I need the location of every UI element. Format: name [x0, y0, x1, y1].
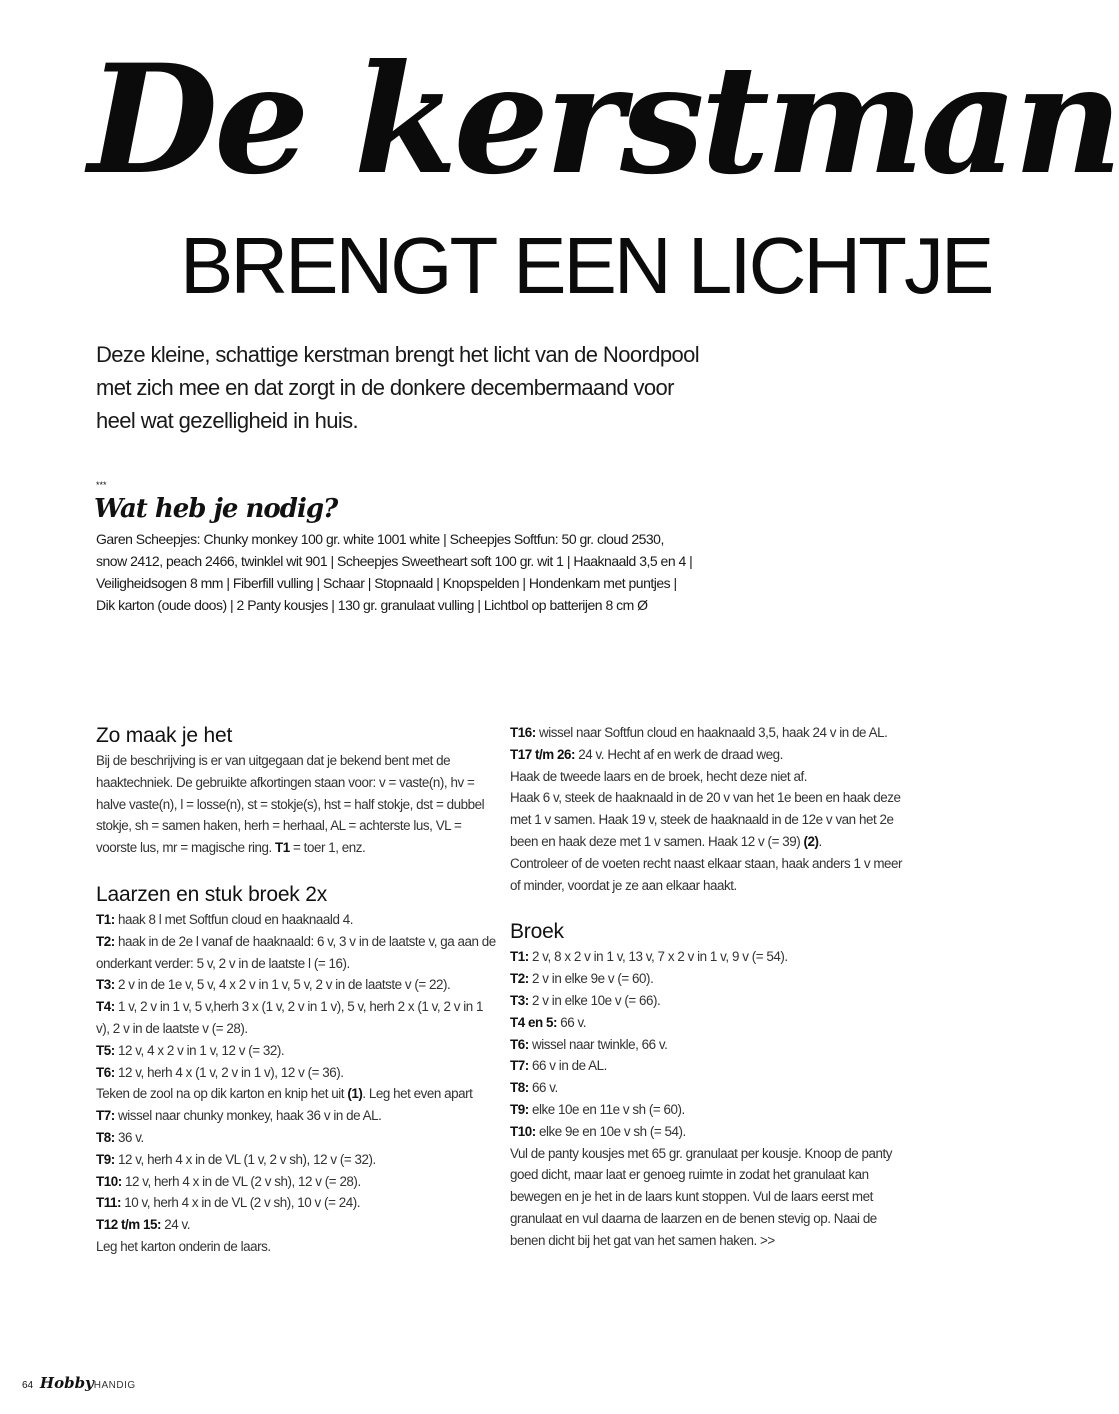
- page-footer: [22, 1374, 136, 1392]
- instruction-row: T8: 66 v.: [510, 1080, 558, 1096]
- instruction-row: T7: wissel naar chunky monkey, haak 36 v in de AL.: [96, 1108, 382, 1124]
- page-number: 64: [22, 1380, 34, 1391]
- instruction-row: T6: 12 v, herh 4 x (1 v, 2 v in 1 v), 12 v (= 36).: [96, 1064, 344, 1080]
- instruction-row: T10: elke 9e en 10e v sh (= 54).: [510, 1123, 686, 1139]
- instruction-row: T5: 12 v, 4 x 2 v in 1 v, 12 v (= 32).: [96, 1042, 285, 1058]
- title-script: De kerstman: [88, 32, 1119, 208]
- intro-paragraph: Deze kleine, schattige kerstman brengt het licht van de Noordpool met zich mee en dat zorgt in de donkere decembermaand voor heel wat gezelligheid in huis.: [96, 342, 700, 433]
- instruction-row: T2: haak in de 2e l vanaf de haaknaald: 6 v, 3 v in de laatste v, ga aan de onderkant verder: 5 v, 2 v in de laatste l (= 16).: [96, 933, 496, 971]
- magazine-logo: Hobby: [39, 1374, 94, 1392]
- broek-rows: [510, 946, 910, 1142]
- instruction-row: T9: 12 v, herh 4 x in de VL (1 v, 2 v sh), 12 v (= 32).: [96, 1151, 376, 1167]
- right-column: [510, 722, 910, 1252]
- right-para-3: Controleer of de voeten recht naast elkaar staan, haak anders 1 v meer of minder, voordat je ze aan elkaar haakt.: [510, 855, 903, 893]
- zo-maak-text: Bij de beschrijving is er van uitgegaan dat je bekend bent met de haaktechniek. De gebruikte afkortingen staan voor: v = vaste(n), hv = halve vaste(n), l = losse(n), st = stokje(s), hst = half stokje, dst = dubbel stokje, sh = samen haken, herh = herhaal, AL = achterste lus, VL = voorste lus, mr = magische ring. T1 = toer 1, enz.: [96, 753, 485, 856]
- instruction-row: T6: wissel naar twinkle, 66 v.: [510, 1036, 668, 1052]
- instruction-row: T2: 2 v in elke 9e v (= 60).: [510, 971, 654, 987]
- needs-text: Garen Scheepjes: Chunky monkey 100 gr. white 1001 white | Scheepjes Softfun: 50 gr. cloud 2530, snow 2412, peach 2466, twinklel wit 901 | Scheepjes Sweetheart soft 100 gr. wit 1 | Haaknaald 3,5 en 4 | Veiligheidsogen 8 mm | Fiberfill vulling | Schaar | Stopnaald | Knopspelden | Hondenkam met puntjes | Dik karton (oude doos) | 2 Panty kousjes | 130 gr. granulaat vulling | Lichtbol op batterijen 8 cm Ø: [96, 531, 693, 613]
- laarzen-closing: Leg het karton onderin de laars.: [96, 1238, 271, 1254]
- instruction-row: T16: wissel naar Softfun cloud en haaknaald 3,5, haak 24 v in de AL.: [510, 725, 888, 740]
- instruction-row: T7: 66 v in de AL.: [510, 1058, 607, 1074]
- instruction-row: T8: 36 v.: [96, 1129, 144, 1145]
- left-column: [96, 722, 496, 1258]
- instruction-row: T11: 10 v, herh 4 x in de VL (2 v sh), 10 v (= 24).: [96, 1195, 360, 1211]
- instruction-row: T9: elke 10e en 11e v sh (= 60).: [510, 1101, 685, 1117]
- laarzen-rows: [96, 909, 496, 1083]
- instruction-row: T4 en 5: 66 v.: [510, 1014, 587, 1030]
- instruction-row: T10: 12 v, herh 4 x in de VL (2 v sh), 12 v (= 28).: [96, 1173, 361, 1189]
- broek-closing: Vul de panty kousjes met 65 gr. granulaat per kousje. Knoop de panty goed dicht, maar laat er genoeg ruimte in zodat het granulaat kan bewegen en je het in de laars kunt stoppen. Vul de laars eerst met granulaat en vul daarna de laarzen en de benen stevig op. Naai de benen dicht bij het gat van het samen haken. >>: [510, 1145, 893, 1248]
- stars-decoration: ***: [96, 480, 107, 490]
- instruction-row: T12 t/m 15: 24 v.: [96, 1217, 191, 1233]
- magazine-logo-caps: HANDIG: [93, 1380, 136, 1391]
- right-para-2: Haak 6 v, steek de haaknaald in de 20 v van het 1e been en haak deze met 1 v samen. Haak 19 v, steek de haaknaald in de 12e v van het 2e been en haak deze met 1 v samen. Haak 12 v (= 39) (2).: [510, 790, 901, 849]
- zo-maak-heading: Zo maak je het: [96, 724, 233, 747]
- instruction-row: T4: 1 v, 2 v in 1 v, 5 v,herh 3 x (1 v, 2 v in 1 v), 5 v, herh 2 x (1 v, 2 v in 1 v), 2 v in de laatste v (= 28).: [96, 999, 484, 1036]
- instruction-row: T3: 2 v in elke 10e v (= 66).: [510, 992, 661, 1008]
- instruction-row: T1: 2 v, 8 x 2 v in 1 v, 13 v, 7 x 2 v in 1 v, 9 v (= 54).: [510, 949, 788, 965]
- instruction-row: T17 t/m 26: 24 v. Hecht af en werk de draad weg.: [510, 746, 783, 762]
- laarzen-rows-2: [96, 1105, 496, 1236]
- broek-heading: Broek: [510, 920, 564, 944]
- needs-heading: Wat heb je nodig?: [94, 494, 338, 524]
- instruction-row: T3: 2 v in de 1e v, 5 v, 4 x 2 v in 1 v, 5 v, 2 v in de laatste v (= 22).: [96, 977, 451, 993]
- zool-instruction: Teken de zool na op dik karton en knip het uit (1). Leg het even apart: [96, 1086, 473, 1102]
- laarzen-heading: Laarzen en stuk broek 2x: [96, 882, 328, 906]
- title-subtitle: BRENGT EEN LICHTJE: [180, 221, 992, 310]
- right-rows: [510, 722, 910, 766]
- instruction-row: T1: haak 8 l met Softfun cloud en haaknaald 4.: [96, 911, 353, 927]
- right-para-1: Haak de tweede laars en de broek, hecht deze niet af.: [510, 768, 807, 784]
